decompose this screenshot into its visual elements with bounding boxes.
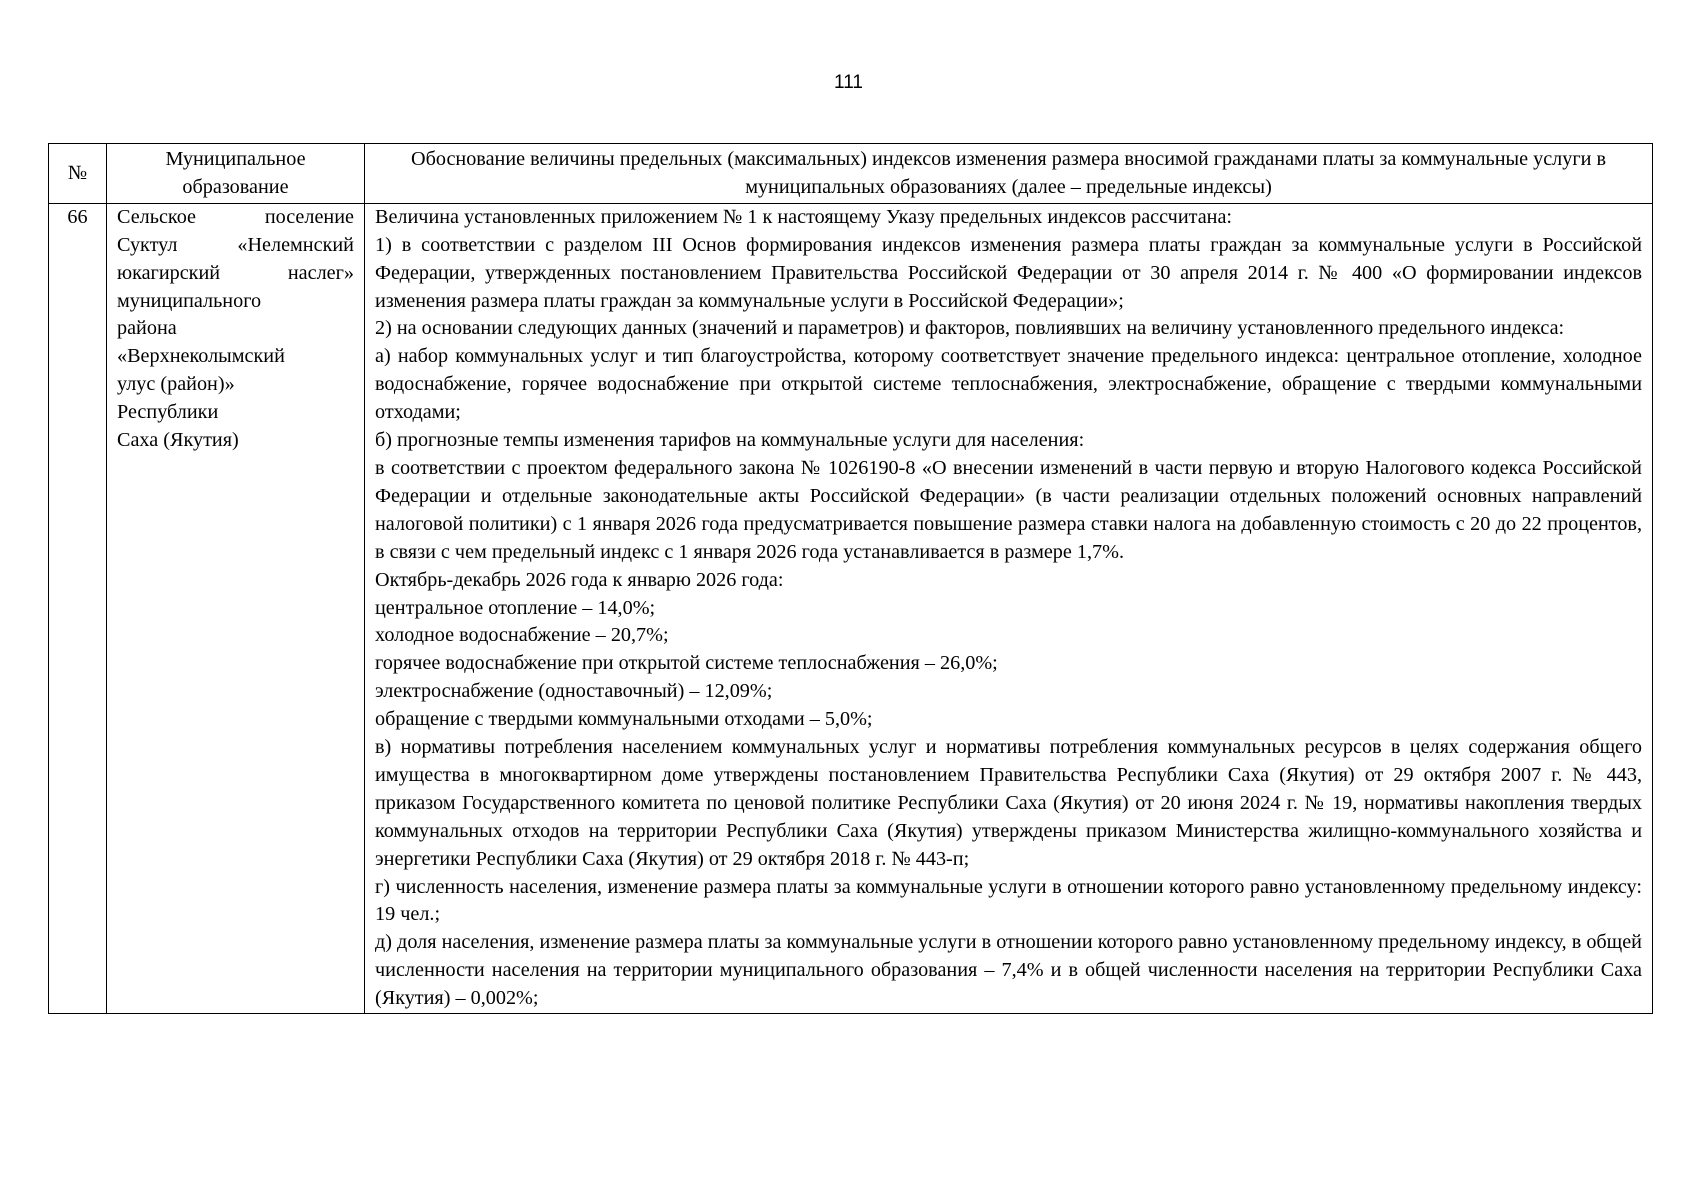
paragraph-item-d: д) доля населения, изменение размера платы за коммунальные услуги в отношении которого равно установленному предельному индексу, в общей численности населения на территории муниципального образования – 7,4% и в общей численности населения на территории Республики Саха (Якутия) – 0,002%; bbox=[375, 931, 1642, 1010]
justification-text bbox=[365, 203, 1653, 1013]
municipality-line: улус (район)» bbox=[117, 373, 235, 396]
paragraph-period: Октябрь-декабрь 2026 года к январю 2026 года: bbox=[375, 568, 784, 591]
header-municipality: Муниципальное образование bbox=[107, 144, 365, 204]
municipality-line: Суктул «Нелемнский bbox=[117, 233, 354, 256]
municipality-line: муниципального bbox=[117, 289, 262, 312]
rate-electricity: электроснабжение (одноставочный) – 12,09%; bbox=[375, 680, 773, 703]
municipality-line: «Верхнеколымский bbox=[117, 345, 285, 368]
paragraph-item-2: 2) на основании следующих данных (значений и параметров) и факторов, повлиявших на величину установленного предельного индекса: bbox=[375, 317, 1565, 340]
paragraph-item-a: а) набор коммунальных услуг и тип благоустройства, которому соответствует значение предельного индекса: центральное отопление, холодное водоснабжение, горячее водоснабжение при открытой системе теплоснабжения, электроснабжение, обращение с твердыми коммунальными отходами; bbox=[375, 345, 1642, 424]
municipality-line: Сельское поселение bbox=[117, 205, 354, 228]
municipality-line: района bbox=[117, 317, 177, 340]
table-row bbox=[49, 203, 1653, 1013]
justification-table bbox=[48, 143, 1653, 1014]
paragraph-intro: Величина установленных приложением № 1 к настоящему Указу предельных индексов рассчитана: bbox=[375, 205, 1233, 228]
paragraph-tax-law: в соответствии с проектом федерального закона № 1026190-8 «О внесении изменений в части первую и вторую Налогового кодекса Российской Федерации и отдельные законодательные акты Российской Федерации» (в части реализации отдельных положений основных направлений налоговой политики) с 1 января 2026 года предусматривается повышение размера ставки налога на добавленную стоимость с 20 до 22 процентов, в связи с чем предельный индекс с 1 января 2026 года устанавливается в размере 1,7%. bbox=[375, 456, 1642, 563]
rate-hot-water: горячее водоснабжение при открытой системе теплоснабжения – 26,0%; bbox=[375, 652, 998, 675]
rate-cold-water: холодное водоснабжение – 20,7%; bbox=[375, 624, 669, 647]
paragraph-item-g: г) численность населения, изменение размера платы за коммунальные услуги в отношении которого равно установленному предельному индексу: 19 чел.; bbox=[375, 875, 1642, 926]
paragraph-item-v: в) нормативы потребления населением коммунальных услуг и нормативы потребления коммунальных ресурсов в целях содержания общего имущества в многоквартирном доме утверждены постановлением Правительства Республики Саха (Якутия) от 29 октября 2007 г. № 443, приказом Государственного комитета по ценовой политике Республики Саха (Якутия) от 20 июня 2024 г. № 19, нормативы накопления твердых коммунальных отходов на территории Республики Саха (Якутия) утверждены приказом Министерства жилищно-коммунального хозяйства и энергетики Республики Саха (Якутия) от 29 октября 2018 г. № 443-п; bbox=[375, 736, 1642, 870]
paragraph-item-1: 1) в соответствии с разделом III Основ формирования индексов изменения размера платы граждан за коммунальные услуги в Российской Федерации, утвержденных постановлением Правительства Российской Федерации от 30 апреля 2014 г. № 400 «О формировании индексов изменения размера платы граждан за коммунальные услуги в Российской Федерации»; bbox=[375, 233, 1642, 312]
table-header-row bbox=[49, 144, 1653, 204]
paragraph-item-b: б) прогнозные темпы изменения тарифов на коммунальные услуги для населения: bbox=[375, 429, 1085, 452]
municipality-line: Саха (Якутия) bbox=[117, 429, 239, 452]
municipality-line: Республики bbox=[117, 401, 219, 424]
header-justification: Обоснование величины предельных (максимальных) индексов изменения размера вносимой гражданами платы за коммунальные услуги в муниципальных образованиях (далее – предельные индексы) bbox=[365, 144, 1653, 204]
header-number: № bbox=[49, 144, 107, 204]
row-number: 66 bbox=[49, 203, 107, 1013]
page-number: 111 bbox=[834, 72, 863, 93]
municipality-line: юкагирский наслег» bbox=[117, 261, 354, 284]
rate-heating: центральное отопление – 14,0%; bbox=[375, 596, 656, 619]
municipality-name bbox=[107, 203, 365, 1013]
rate-solid-waste: обращение с твердыми коммунальными отходами – 5,0%; bbox=[375, 708, 873, 731]
